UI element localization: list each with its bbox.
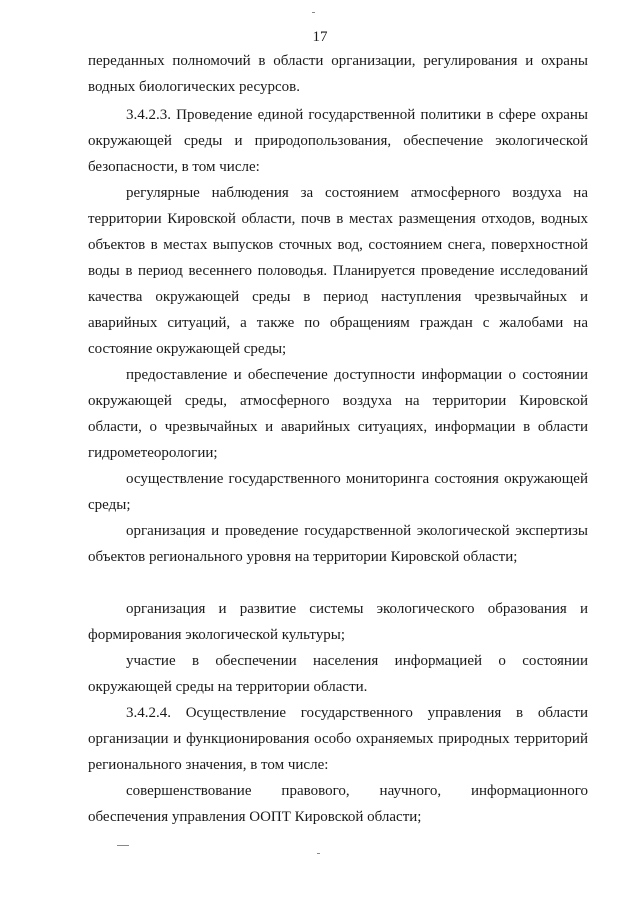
paragraph-section-3-4-2-4: 3.4.2.4. Осуществление государственного управления в области организации и функционирования особо охраняемых природных территорий регионального значения, в том числе: [88, 705, 588, 773]
paragraph-continuation: переданных полномочий в области организации, регулирования и охраны водных биологических ресурсов. [88, 53, 588, 95]
paragraph-information-access: предоставление и обеспечение доступности информации о состоянии окружающей среды, атмосферного воздуха на территории Кировской области, о чрезвычайных и аварийных ситуациях, информации в области гидрометеорологии; [88, 367, 588, 461]
paragraph-monitoring: осуществление государственного мониторинга состояния окружающей среды; [88, 471, 588, 513]
paragraph-expertise: организация и проведение государственной экологической экспертизы объектов регионального уровня на территории Кировской области; [88, 523, 588, 565]
page-number: 17 [312, 29, 328, 45]
paragraph-education: организация и развитие системы экологического образования и формирования экологической культуры; [88, 601, 588, 643]
paragraph-section-3-4-2-3: 3.4.2.3. Проведение единой государственной политики в сфере охраны окружающей среды и природопользования, обеспечение экологической безопасности, в том числе: [88, 107, 588, 175]
paragraph-population-information: участие в обеспечении населения информацией о состоянии окружающей среды на территории области. [88, 653, 588, 695]
scan-speck [117, 845, 129, 846]
paragraph-improvement: совершенствование правового, научного, информационного обеспечения управления ООПТ Кировской области; [88, 783, 588, 825]
paragraph-observations: регулярные наблюдения за состоянием атмосферного воздуха на территории Кировской области, почв в местах размещения отходов, водных объектов в местах выпусков сточных вод, состоянием снега, поверхностной воды в период весеннего половодья. Планируется проведение исследований качества окружающей среды в период наступления чрезвычайных и аварийных ситуаций, а также по обращениям граждан с жалобами на состояние окружающей среды; [88, 185, 588, 357]
scan-speck [317, 853, 320, 854]
scan-speck [312, 12, 315, 13]
